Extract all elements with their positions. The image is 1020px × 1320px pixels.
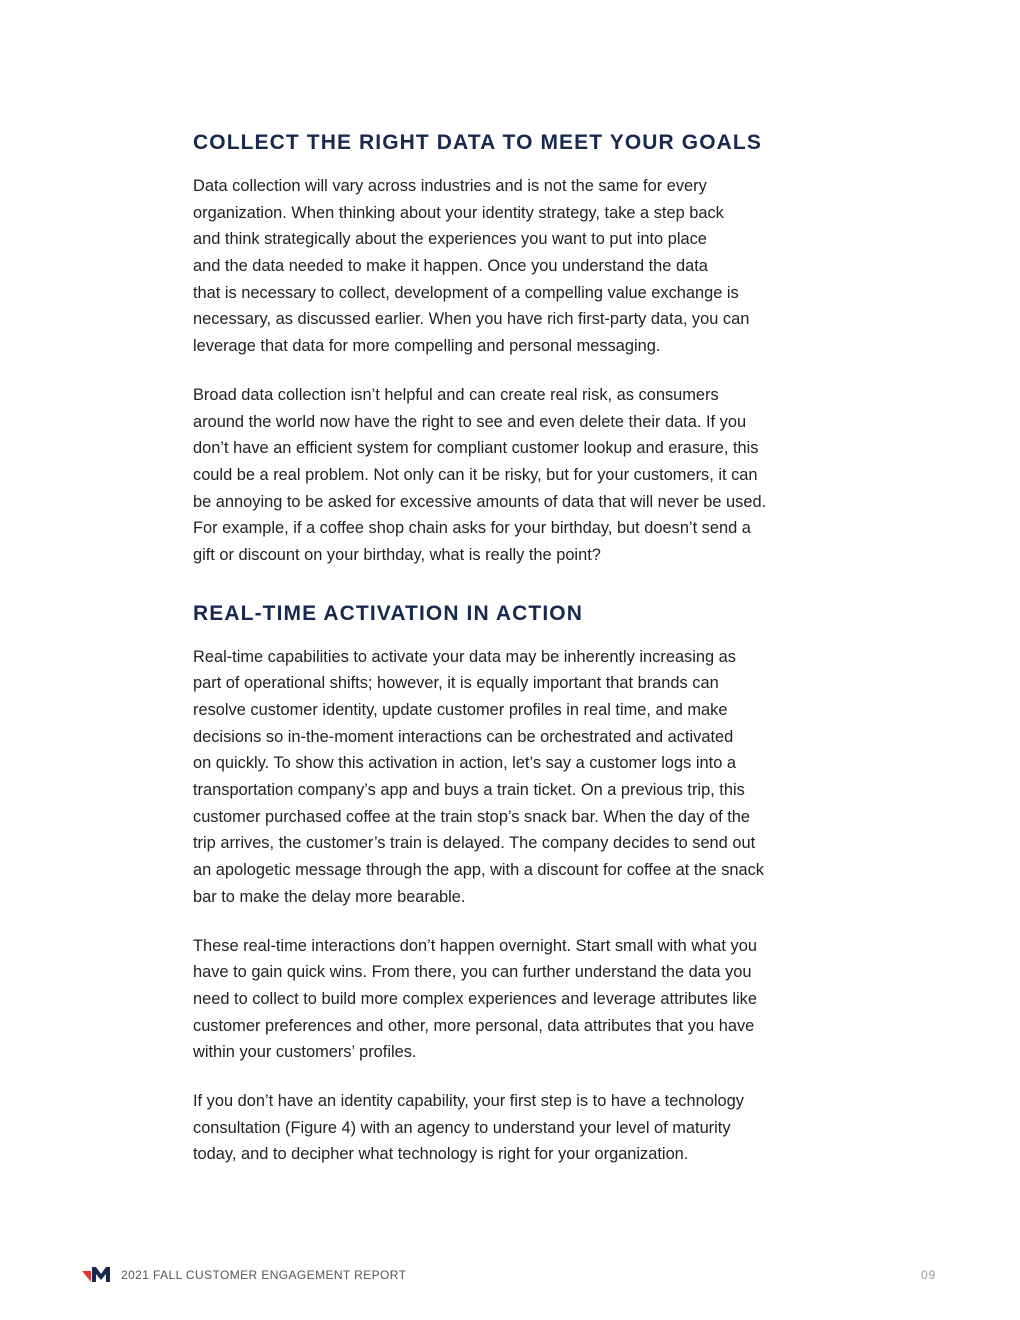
text-line: have to gain quick wins. From there, you can further understand the data you [193,963,752,982]
text-line: transportation company’s app and buys a train ticket. On a previous trip, this [193,781,745,800]
report-title: 2021 FALL CUSTOMER ENGAGEMENT REPORT [121,1268,407,1282]
text-line: today, and to decipher what technology is right for your organization. [193,1145,689,1164]
text-line: don’t have an efficient system for compliant customer lookup and erasure, this [193,439,759,458]
text-line: could be a real problem. Not only can it be risky, but for your customers, it can [193,465,758,484]
text-line: and think strategically about the experiences you want to put into place [193,230,707,249]
text-line: around the world now have the right to see and even delete their data. If you [193,412,747,431]
text-line: decisions so in-the-moment interactions can be orchestrated and activated [193,727,734,746]
text-line: organization. When thinking about your identity strategy, take a step back [193,203,724,222]
text-line: If you don’t have an identity capability, your first step is to have a technology [193,1091,744,1110]
m-logo-icon [82,1266,110,1282]
text-line: leverage that data for more compelling and personal messaging. [193,337,661,356]
text-line: These real-time interactions don’t happen overnight. Start small with what you [193,936,757,955]
text-line: For example, if a coffee shop chain asks for your birthday, but doesn’t send a [193,519,751,538]
paragraph [193,173,833,360]
article-body [193,128,833,1168]
section-heading-collect-data: COLLECT THE RIGHT DATA TO MEET YOUR GOALS [193,131,762,154]
text-line: need to collect to build more complex experiences and leverage attributes like [193,989,757,1008]
text-line: consultation (Figure 4) with an agency to understand your level of maturity [193,1118,731,1137]
paragraph [193,1088,833,1168]
text-line: Broad data collection isn’t helpful and can create real risk, as consumers [193,385,719,404]
paragraph [193,644,833,911]
text-line: and the data needed to make it happen. Once you understand the data [193,257,708,276]
section-heading-real-time-activation: REAL-TIME ACTIVATION IN ACTION [193,601,583,625]
page-number: 09 [921,1268,937,1282]
text-line: trip arrives, the customer’s train is delayed. The company decides to send out [193,834,756,853]
text-line: customer purchased coffee at the train stop’s snack bar. When the day of the [193,807,751,826]
text-line: customer preferences and other, more personal, data attributes that you have [193,1016,755,1035]
text-line: gift or discount on your birthday, what is really the point? [193,545,601,564]
text-line: be annoying to be asked for excessive amounts of data that will never be used. [193,492,767,511]
text-line: part of operational shifts; however, it is equally important that brands can [193,674,719,693]
paragraph [193,933,833,1066]
text-line: Data collection will vary across industries and is not the same for every [193,177,707,195]
text-line: necessary, as discussed earlier. When you have rich first-party data, you can [193,310,750,329]
text-line: an apologetic message through the app, with a discount for coffee at the snack [193,861,765,880]
text-line: Real-time capabilities to activate your data may be inherently increasing as [193,647,736,666]
paragraph [193,382,833,569]
text-line: that is necessary to collect, development of a compelling value exchange is [193,283,739,302]
text-line: bar to make the delay more bearable. [193,887,466,906]
text-line: within your customers’ profiles. [193,1043,417,1062]
text-line: resolve customer identity, update customer profiles in real time, and make [193,701,728,719]
text-line: on quickly. To show this activation in action, let’s say a customer logs into a [193,754,736,773]
